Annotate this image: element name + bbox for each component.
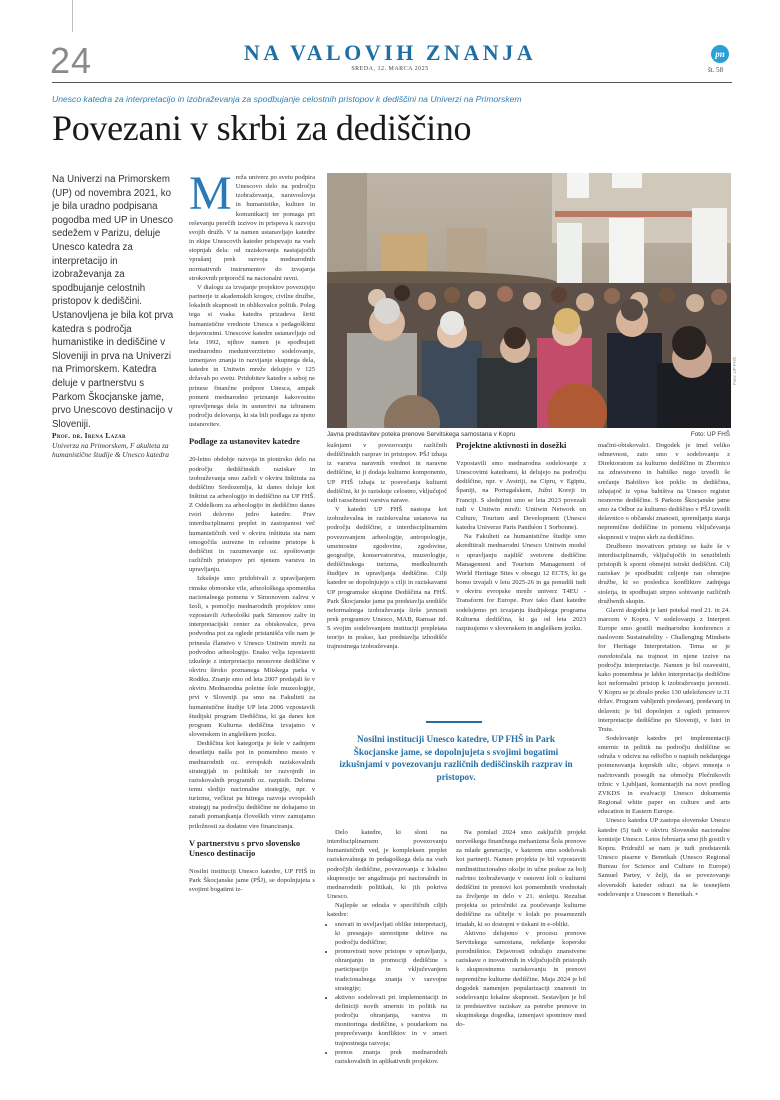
paragraph: Nosilni instituciji Unesco katedre, UP FHŠ in Park Škocjanske jame (PŠJ), se dopolnjujeta s svojimi bogatimi iz- — [189, 867, 315, 894]
text-column-3 — [456, 441, 586, 633]
pullquote: Nosilni instituciji Unesco katedre, UP FHŠ in Park Škocjanske jame, se dopolnjujeta s svojimi bogatimi izkušnjami v povezovanju različnih dediščinskih razprav in pristopov. — [339, 734, 573, 782]
text-column-1 — [189, 167, 315, 894]
list-item: • prenos znanja prek mednarodnih raziskovalnih in aplikativnih projektov. — [335, 1048, 447, 1066]
list-item: • promovirati nove pristope v upravljanju, ohranjanju in promociji dediščine s participacijo in vključevanjem tradicionalnega znanja v razvojne strategije; — [335, 947, 447, 993]
paragraph: 20-letno obdobje razvoja in pionirsko delo na področju dediščinskih raziskav in izobraževanja smo začeli v okviru Inštituta za dediščino Sredozemlja, ki danes deluje kot Inštitut za arheologijo in dediščino na UP FHŠ. Z Oddelkom za arheologijo in dediščino danes tvori delovno jedro katedre. Prav interdisciplinarni preplet in zastopanost več humanističnih ved v okviru inštituta sta nam omogočila ustrezne in celostne pristope k dediščini in razumevanje oz. spoštovanje različnih pristopov pri njenem varstvu in upravljanju. — [189, 456, 315, 574]
paragraph: Aktivno delujemo v procesu prenove Servitskega samostana, nekdanje koperske porodnišnice. Dejavnosti odražajo znanstvene raziskave o inovativnih in vključujočih pristopih k skupnostnemu raziskovanju in prenovi nepremične kulturne dediščine. Maja 2024 je bil dogodek namenjen popularizaciji znanosti in sodelovanju lokalne skupnosti. Sestavljen je bil iz predstavitve raziskav za potrebe prenove in skupinskega dogodka, izmenjavi spominov med do- — [456, 929, 586, 1029]
text-column-3-lower — [456, 828, 586, 1029]
paragraph: Na pomlad 2024 smo zaključili projekt norveškega finančnega mehanizma Šola prenove za mlade generacije, v katerem smo sodelovali kot partnerji. Namen projekta je bil vzpostaviti medinstitucionalno okolje in učne prakse za bolj načrtno izobraževanje v osnovni šoli o kulturni dediščini in prenovi kot pomembnih vrednotah za življenje in delo v 21. stoletju. Rezultat projekta so priročniki za poučevanje kulturne dediščine za učitelje v šolah po posameznih triadah, ki so dostopni v tiskani in e-obliki. — [456, 829, 586, 928]
subheading: Projektne aktivnosti in dosežki — [456, 441, 567, 450]
text-column-2-lower — [327, 828, 447, 1066]
photo-caption: Javna predstavitev poteka prenove Servitskega samostana v Kopru — [327, 431, 516, 438]
paragraph: Dediščina kot kategorija je šele v zadnjem desetletju našla pot in pomembno mesto v mednarodnih oz. evropskih raziskovalnih strategijah in politikah ter razvojnih in raziskovalnih programih oz. razpisih. Deloma temu sledijo nacionalne strategije, npr. v turizmu, večkrat pa hitrega razvoja evropskih strategij na področju dediščine ne dohajamo in zaradi pomanjkanja človeških virov zamujamo priložnosti za dodatne vire financiranja. — [189, 740, 315, 830]
article-headline: Povezani v skrbi za dediščino — [52, 108, 472, 148]
paragraph: V dialogu za izvajanje projektov povezujejo partnerje iz akademskih krogov, civilne družbe, lokalnih skupnosti in oblikovalce politik. Poleg tega si vsaka katedra prizadeva širiti humanistične vrednote Unesca s pedagoškimi dejavnostmi. Unescove katedre ustanavljajo od leta 1992, njihov namen je spodbujati mednarodno meduniverzitetno sodelovanje, izmenjavo znanja in razvijanje skupnega dela, katedre in Unitwin mreže delujejo v 125 državah po svetu. Pridobitev katedre s seboj ne prinese finančne podpore Unesca, ampak pomeni mednarodno priznanje kakovostno opravljenega dela in usmeritvi na izbranem področju delovanja, ki sta bili podlaga za njeno ustanovitev. — [189, 283, 315, 429]
subheading: Podlage za ustanovitev katedre — [189, 437, 300, 447]
author-block — [52, 431, 176, 460]
end-mark-icon: ▪ — [695, 890, 698, 898]
goals-list — [327, 920, 447, 1067]
subheading: V partnerstvu s prvo slovensko Unesco destinacijo — [189, 838, 301, 858]
paragraph: mačini-obiskovalci. Dogodek je imel veliko odmevnost, zato smo v sodelovanju z Direktoratom za kulturno dediščino in Zbornico za zdravstveno in babiško nego izvedli še srečanje Babištvo kot poklic in dediščina, izhajajoč iz vpisa babištva na Unesco register nesnovne dediščine. S Parkom Škocjanske jame smo za Odbor za kulturno dediščino v PŠJ izvedli delavnico o občanski znanosti, spremljanju stanja nepremične dediščine in pomenu vključevanja skupnosti v trajno skrb za dediščino. — [598, 442, 730, 541]
issue-date: SREDA, 12. MARCA 2025 — [351, 66, 429, 72]
list-item: • aktivno sodelovati pri implementaciji in definiciji novih smernic in politik na področju ohranjanja, varstva in monitoringa dediščine, s poudarkom na preprečevanju konfliktov in v smeri trajnostnega razvoja; — [335, 993, 447, 1048]
paragraph: Delo katedre, ki sloni na interdisciplinarnem povezovanju humanističnih ved, je kompleksen preplet raziskovalnega in pedagoškega dela na vseh področjih dediščine, povezovanja z lokalno skupnostjo ter angažmaja pri nacionalnih in mednarodnih politikah, ki jih pokriva Unesco. — [327, 829, 447, 901]
paragraph: Družbeno inovativen pristop se kaže še v interdisciplinarnih, vključujočih in senzibilnih pristopih k sporni obmejni istrski dediščini. Cilj raziskav je spodbuditi celjenje ran obmejne družbe, ki so posledica konfliktov zadnjega stoletja, in spodbujati strpno sobivanje različnih družbenih skupin. — [598, 542, 730, 605]
article-lead: Na Univerzi na Primorskem (UP) od novembra 2021, ko je bila uradno podpisana pogodba med UP in Unesco sedežem v Parizu, deluje Unesco katedra za interpretacijo in izobraževanja za spodbujanje celostnih pristopov k dediščini. Ustanovljena je bila kot prva katedra s področja humanistike in dediščine v Sloveniji in prva na Univerzi na Primorskem. Katedra deluje v partnerstvu s Parkom Škocjanske jame, prvo Unescovo destinacijo v Sloveniji. — [52, 174, 174, 430]
text-column-2 — [327, 441, 447, 652]
section-title: NA VALOVIH ZNANJA — [243, 40, 537, 65]
article-photo — [327, 173, 731, 428]
issue-number: št. 58 — [708, 66, 724, 74]
paragraph: kušnjami v povezovanju različnih dediščinskih razprav in pristopov. PŠJ izhaja iz varstva naravnih vrednot in naravne dediščine, ki ji dodaja kulturno komponento, UP FHŠ izhaja iz posvečanja kulturni dediščini, ki jo raziskuje celostno, vključujoč tudi razsežnosti varstva narave. — [327, 442, 447, 504]
photo-credit: Foto: UP FHŠ — [690, 431, 730, 438]
paragraph: Unesco katedra UP zastopa slovenske Unesco katedre (5) tudi v okviru Slovenske nacionalne komisije Unesco. Letos februarja smo jih gostili v Kopru. Pridružil se nam je tudi predstavnik Unesco pisarne v Benetkah (Unesco Regional Bureau for Science and Culture in Europe) Samuel Partey, v želji, da se povezovanje slovenskih kateder odrazi na še tesnejšem sodelovanje z Unescom v Benetkah. — [598, 817, 730, 898]
page-number: 24 — [50, 40, 93, 81]
publication-logo-icon: pn — [711, 45, 729, 63]
author-name: Prof. dr. Irena Lazar — [52, 431, 126, 440]
paragraph: Sodelovanje katedre pri implementaciji smernic in politik na področju dediščine se odraža v odzivu na odločbo o napisih nekdanjega poimenovanja koprskih ulic, objavi mnenja o načrtovanih posegih na območju Plečnikovih tržnic v Ljubljani, komentarjih na novi predlog ZVKDS in evalvaciji Unesco dokumenta Regional white paper on culture and arts education in Eastern Europe. — [598, 735, 730, 816]
paragraph: Najlepše se odraža v specifičnih ciljih katedre: — [327, 902, 447, 919]
pullquote-accent-bar — [426, 721, 482, 723]
article-kicker: Unesco katedra za interpretacijo in izobraževanja za spodbujanje celostnih pristopov k dediščini na Univerzi na Primorskem — [52, 94, 522, 104]
paragraph: Na Fakulteti za humanistične študije smo akreditirali mednarodni Unesco Unitwin modul o upravljanju najdišč svetovne dediščine Management and Tourism Management of World Heritage Sites v obsegu 12 ECTS, ki ga bomo izvajali v letu 2025-26 in ga ponudili tudi v okviru evropske mreže univerz T4EU - Transform for Europe. Prav tako člani katedre sodelujemo pri izvajanju študijskega programa Kulturna dediščina, ki ga od leta 2023 razpisujemo v slovenskem in angleškem jeziku. — [456, 533, 586, 632]
paragraph: reža univerz po svetu podpira Unescovo delo na področju izobraževanja, naravoslovja in humanistike, kulture in komunikacij ter pomaga pri reševanju perečih izzivov in prispeva k razvoju svojih družb. V ta namen ustanavljajo katedre in ekipe Unescovih kateder prispevajo na vseh stopnjah dela: od raziskovanja nastajajočih vprašanj prek razvoja mednarodnih normativnih instrumentov do izvajanja strokovnih priporočil na nacionalni ravni. — [189, 174, 315, 282]
paragraph: Izkušnje smo pridobivali z upravljanjem rimske obmorske vile, arheološkega spomenika nacionalnega pomena v Simonovem zalivu v Izoli, s pomočjo mednarodnih projektov smo vzpostavili Arheološki park Simonov zaliv in interpretacijski center za obiskovalce, prva podvodna pot za oglede pristanišča vile nam je prinesla članstvo v Unesco Unitwin mreži za podvodno arheologijo. Enako velja izpostaviti izkušnje z interpretacijo nesnovne dediščine v okviru široko poznanega Mitskega parka v Rodiku. Znanje smo od leta 2007 predajali še v okviru Mednarodna poletne šole muzeologije, prvi v Sloveniji pa smo na Fakulteti za humanistične študije UP leta 2006 vzpostavili študijski program Dediščina, ki ga danes kot program Kulturna dediščina izvajamo v slovenskem in angleškem jeziku. — [189, 575, 315, 739]
margin-rule — [72, 0, 73, 32]
list-item: • snovati in uveljavljati oblike interpretacij, ki presegajo stereotipne delitve na področju dediščine; — [335, 920, 447, 947]
photo-side-credit: Foto: UP FHŠ — [732, 357, 737, 385]
paragraph: Glavni dogodek je lani potekal med 21. in 24. marcem v Kopru. V sodelovanju z Interpret Europe smo gostili mednarodno konferenco z naslovom Sustainability - Challenging Mindsets for Heritage Interpretation. Tema se je osredotočala na trajnost in njene izzive na področju interpretacije. Namen je bil ozavestiti, kako pomembna je lahko interpretacija dediščine kot neformalni pristop k izobraževanju javnosti. V Kopru se je zbralo preko 130 udeležencev iz 31 držav. Program vabljenih predavanj, predavanj in delavnic je bil dopolnjen z ogledi primerov interpretacije dediščine po Sloveniji, v Istri in Trstu. — [598, 606, 730, 733]
paragraph: Vzpostavili smo mednarodna sodelovanje z Unescovimi katedrami, ki delujejo na področju dediščine, npr. v Avstriji, na Cipru, v Egiptu, Španiji, na Portugalskem, Južni Koreji in Franciji. S slednjimi smo se leta 2023 povezali tudi v Unitwin mreži: Unitwin Network on Culture, Tourism and Development (Unesco katedra Univerze Paris Panthéon 1 Sorbonne). — [456, 460, 586, 532]
paragraph: V katedri UP FHŠ nastopa kot izobraževalna in raziskovalna ustanova na področju dediščine, z interdisciplinarnim povezovanjem arheologije, antropologije, umetnostne zgodovine, zgodovine, geografije, konservatorstva, muzeologije, dediščinskega turizma, medkulturnih študijev in upravljanja dediščine. Cilji katedre se dopolnjujejo s cilji in raziskavami UP programske skupine Dediščina na FHŠ. Park Škocjanske jame pa predstavlja središče neformalnega izobraževanja širše javnosti prek programov Unesco, MAB, Ramsar itd. S svojim sodelovanjem instituciji prepletata teorijo in prakso, kar predstavlja izhodišče trajnostnega izobraževanja. — [327, 506, 447, 651]
drop-cap: M — [189, 167, 232, 220]
text-column-4 — [598, 441, 730, 899]
header-divider — [52, 82, 732, 83]
author-affiliation: Univerza na Primorskem, F akulteta za humanistične študije & Unesco katedra — [52, 440, 169, 460]
audience-photo-illustration — [327, 173, 731, 428]
